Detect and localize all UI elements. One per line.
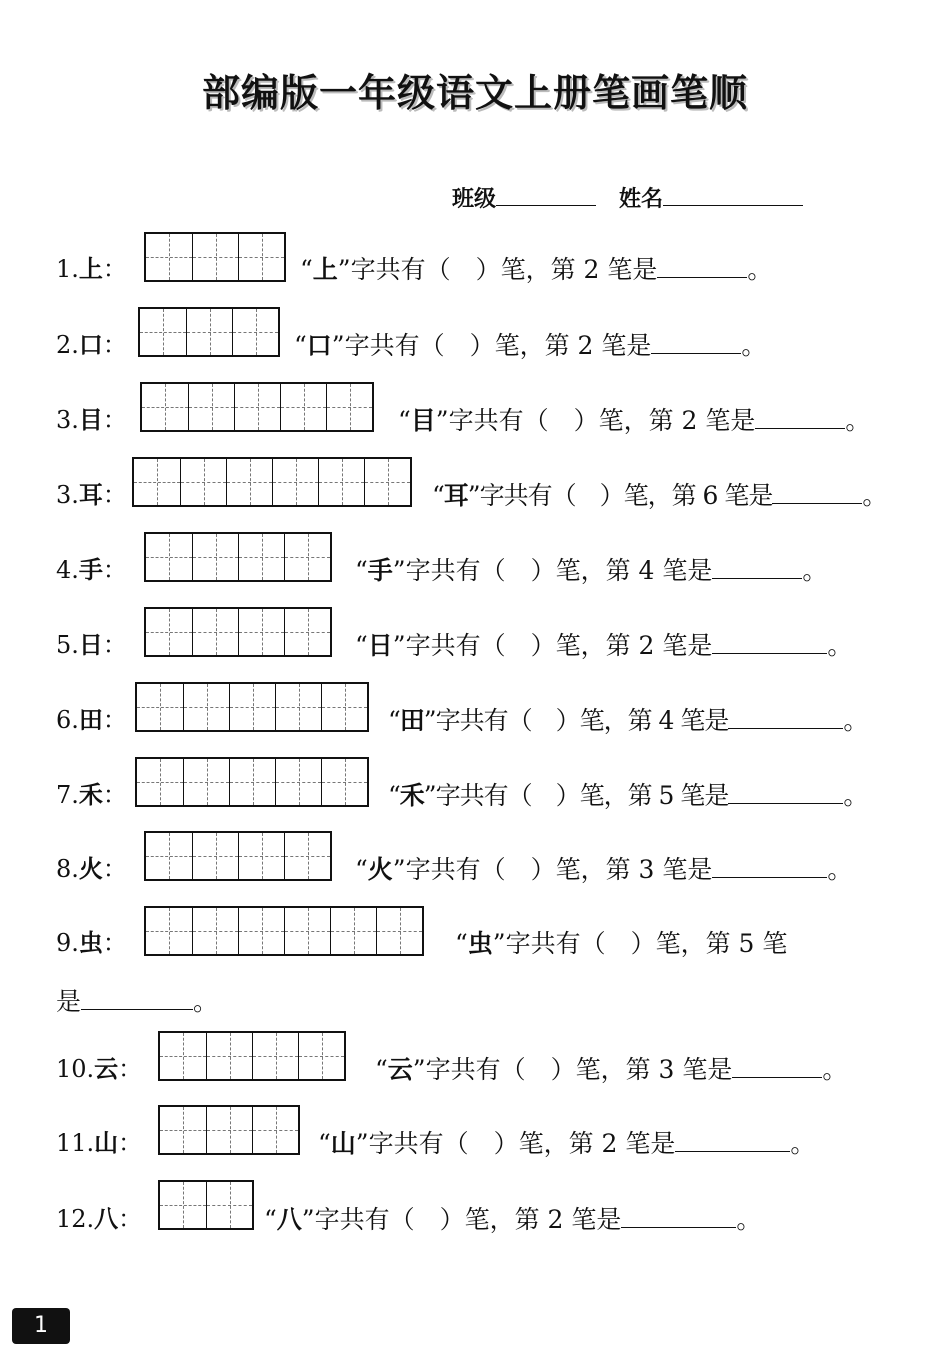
tian-grid-cell[interactable] — [192, 234, 238, 280]
item-label — [56, 325, 127, 360]
tian-grid-cell[interactable] — [192, 908, 238, 954]
quoted-char: 目 — [410, 406, 436, 435]
item-number: 3. — [56, 406, 79, 434]
tian-grid-cell[interactable] — [272, 459, 318, 505]
exercise-item — [0, 537, 950, 587]
answer-blank[interactable] — [772, 481, 862, 504]
stroke-index: 6 — [702, 481, 718, 510]
writing-grid — [132, 457, 412, 507]
exercise-item — [0, 687, 950, 737]
tian-grid-cell[interactable] — [284, 534, 330, 580]
question-text — [300, 250, 772, 286]
writing-grid — [144, 607, 332, 657]
question-mid: 字共有（ ）笔，第 — [425, 1055, 651, 1084]
close-quote: ” — [337, 255, 351, 284]
class-label: 班级 — [452, 187, 497, 212]
item-number: 6. — [56, 706, 79, 734]
open-quote: “ — [388, 781, 400, 810]
stroke-index: 2 — [583, 255, 600, 284]
stroke-index: 3 — [638, 855, 655, 884]
item-char: 禾 — [78, 781, 103, 809]
close-quote: ” — [492, 929, 506, 958]
item-char: 虫 — [78, 929, 103, 957]
item-label — [56, 1199, 142, 1234]
tian-grid-cell[interactable] — [206, 1033, 252, 1079]
question-text — [432, 476, 886, 512]
writing-grid — [135, 682, 369, 732]
period: 。 — [802, 556, 828, 585]
open-quote: “ — [432, 481, 444, 510]
item-number: 8. — [56, 855, 79, 883]
writing-grid — [140, 382, 374, 432]
close-quote: ” — [423, 706, 436, 735]
item-label — [56, 475, 127, 510]
tian-grid-cell[interactable] — [326, 384, 372, 430]
tian-grid-cell[interactable] — [229, 684, 275, 730]
tian-grid-cell[interactable] — [238, 534, 284, 580]
open-quote: “ — [318, 1129, 331, 1158]
writing-grid — [144, 532, 332, 582]
tian-grid-cell[interactable] — [252, 1107, 298, 1153]
question-text — [355, 551, 827, 587]
tian-grid-cell[interactable] — [318, 459, 364, 505]
tian-grid-cell[interactable] — [186, 309, 232, 355]
tian-grid-cell[interactable] — [321, 684, 367, 730]
period: 。 — [747, 255, 773, 284]
stroke-index: 2 — [638, 631, 655, 660]
question-mid: 字共有（ ）笔，第 — [350, 255, 576, 284]
tian-grid-cell[interactable] — [183, 759, 229, 805]
quoted-char: 耳 — [443, 481, 468, 510]
question-end: 笔是 — [682, 1055, 733, 1084]
stroke-index: 4 — [658, 706, 674, 735]
exercise-item — [0, 236, 950, 286]
item-char: 上 — [78, 255, 103, 283]
period: 。 — [845, 406, 871, 435]
item-char: 口 — [78, 331, 103, 359]
item-colon: ： — [102, 855, 127, 883]
answer-blank[interactable] — [728, 781, 843, 804]
item-colon: ： — [102, 331, 127, 359]
question-end: 笔是 — [607, 255, 658, 284]
tian-grid-cell[interactable] — [160, 1107, 206, 1153]
question-text — [294, 326, 766, 362]
stroke-index: 2 — [601, 1129, 618, 1158]
item-number: 11. — [56, 1129, 95, 1157]
stroke-index: 3 — [658, 1055, 675, 1084]
stroke-index: 5 — [738, 929, 755, 958]
question-mid: 字共有（ ）笔，第 — [505, 929, 731, 958]
item-colon: ： — [118, 1129, 143, 1157]
period: 。 — [822, 1055, 848, 1084]
period: 。 — [741, 331, 767, 360]
item-number: 2. — [56, 331, 79, 359]
close-quote: ” — [331, 331, 345, 360]
open-quote: “ — [398, 406, 411, 435]
tian-grid-cell[interactable] — [160, 1033, 206, 1079]
writing-grid — [138, 307, 280, 357]
tian-grid-cell[interactable] — [232, 309, 278, 355]
tian-grid-cell[interactable] — [364, 459, 410, 505]
question-text — [318, 1124, 815, 1160]
exercise-item — [0, 387, 950, 437]
open-quote: “ — [355, 556, 368, 585]
answer-blank[interactable] — [712, 631, 827, 654]
period: 。 — [827, 855, 853, 884]
exercise-item — [0, 1036, 950, 1086]
tian-grid-cell[interactable] — [146, 833, 192, 879]
tian-grid-cell[interactable] — [238, 609, 284, 655]
question-text — [455, 924, 787, 960]
item-label — [56, 625, 127, 660]
item-colon: ： — [102, 481, 127, 509]
question-text — [355, 626, 852, 662]
question-end: 笔是 — [601, 331, 652, 360]
tian-grid-cell[interactable] — [226, 459, 272, 505]
question-text — [388, 701, 867, 737]
tian-grid-cell[interactable] — [188, 384, 234, 430]
tian-grid-cell[interactable] — [284, 833, 330, 879]
close-quote: ” — [412, 1055, 426, 1084]
answer-blank[interactable] — [712, 855, 827, 878]
item-char: 八 — [94, 1205, 119, 1233]
item-label — [56, 1049, 142, 1084]
quoted-char: 八 — [276, 1205, 302, 1234]
tian-grid-cell[interactable] — [238, 234, 284, 280]
question-end: 笔是 — [571, 1205, 622, 1234]
close-quote: ” — [392, 631, 406, 660]
item-label — [56, 550, 127, 585]
period: 。 — [790, 1129, 816, 1158]
quoted-char: 禾 — [399, 781, 424, 810]
tian-grid-cell[interactable] — [238, 908, 284, 954]
tian-grid-cell[interactable] — [160, 1182, 206, 1228]
period: 。 — [736, 1205, 762, 1234]
stroke-index: 5 — [658, 781, 674, 810]
question-end: 笔是 — [705, 406, 756, 435]
tian-grid-cell[interactable] — [137, 684, 183, 730]
name-label: 姓名 — [619, 187, 664, 212]
class-blank[interactable] — [496, 185, 596, 206]
page-number: 1 — [12, 1308, 70, 1344]
name-blank[interactable] — [663, 185, 803, 206]
question-end: 笔是 — [724, 481, 773, 510]
answer-blank[interactable] — [728, 706, 843, 729]
item-colon: ： — [102, 406, 127, 434]
answer-blank[interactable] — [675, 1129, 790, 1152]
answer-blank[interactable] — [712, 556, 802, 579]
item-char: 日 — [78, 631, 103, 659]
exercise-item — [0, 1186, 950, 1236]
tian-grid-cell[interactable] — [192, 833, 238, 879]
open-quote: “ — [300, 255, 313, 284]
item-label — [56, 249, 127, 284]
tian-grid-cell[interactable] — [252, 1033, 298, 1079]
exercise-item — [0, 762, 950, 812]
answer-blank[interactable] — [657, 255, 747, 278]
answer-blank[interactable] — [651, 331, 741, 354]
writing-grid — [158, 1031, 346, 1081]
quoted-char: 山 — [330, 1129, 356, 1158]
item-label — [56, 775, 127, 810]
question-mid: 字共有（ ）笔，第 — [448, 406, 674, 435]
tian-grid-cell[interactable] — [146, 908, 192, 954]
tian-grid-cell[interactable] — [284, 609, 330, 655]
stroke-index: 2 — [577, 331, 594, 360]
quoted-char: 日 — [367, 631, 393, 660]
question-mid: 字共有（ ）笔，第 — [368, 1129, 594, 1158]
tian-grid-cell[interactable] — [206, 1107, 252, 1153]
answer-blank[interactable] — [621, 1205, 736, 1228]
item-label — [56, 849, 127, 884]
item-colon: ： — [118, 1205, 143, 1233]
tian-grid-cell[interactable] — [192, 609, 238, 655]
item-number: 4. — [56, 556, 79, 584]
close-quote: ” — [392, 855, 406, 884]
writing-grid — [144, 831, 332, 881]
quoted-char: 上 — [312, 255, 338, 284]
item-char: 山 — [94, 1129, 119, 1157]
tian-grid-cell[interactable] — [275, 684, 321, 730]
question-mid: 字共有（ ）笔，第 — [344, 331, 570, 360]
item-colon: ： — [118, 1055, 143, 1083]
exercise-item — [0, 1110, 950, 1160]
close-quote: ” — [392, 556, 406, 585]
tian-grid-cell[interactable] — [192, 534, 238, 580]
stroke-index: 2 — [547, 1205, 564, 1234]
question-mid: 字共有（ ）笔，第 — [405, 855, 631, 884]
question-mid: 字共有（ ）笔，第 — [405, 631, 631, 660]
tian-grid-cell[interactable] — [234, 384, 280, 430]
tian-grid-cell[interactable] — [134, 459, 180, 505]
tian-grid-cell[interactable] — [275, 759, 321, 805]
item-number: 9. — [56, 929, 79, 957]
tian-grid-cell[interactable] — [142, 384, 188, 430]
question-text — [264, 1200, 761, 1236]
exercise-item — [0, 910, 950, 960]
item-colon: ： — [102, 631, 127, 659]
close-quote: ” — [355, 1129, 369, 1158]
close-quote: ” — [467, 481, 480, 510]
item-label — [56, 1123, 142, 1158]
question-text — [355, 850, 852, 886]
question-text — [398, 401, 870, 437]
item-char: 云 — [94, 1055, 119, 1083]
question-end: 笔是 — [662, 556, 713, 585]
quoted-char: 田 — [399, 706, 424, 735]
exercise-item — [0, 836, 950, 886]
question-mid: 字共有（ ）笔，第 — [405, 556, 631, 585]
exercise-item — [0, 312, 950, 362]
stroke-index: 2 — [681, 406, 698, 435]
item-char: 手 — [78, 556, 103, 584]
writing-grid — [158, 1180, 254, 1230]
quoted-char: 口 — [306, 331, 332, 360]
question-mid: 字共有（ ）笔，第 — [435, 706, 652, 735]
writing-grid — [135, 757, 369, 807]
quoted-char: 虫 — [467, 929, 493, 958]
close-quote: ” — [301, 1205, 315, 1234]
question-end: 笔是 — [625, 1129, 676, 1158]
item-number: 10. — [56, 1055, 95, 1083]
stroke-index: 4 — [638, 556, 655, 585]
item-label — [56, 400, 127, 435]
item-colon: ： — [102, 929, 127, 957]
tian-grid-cell[interactable] — [180, 459, 226, 505]
writing-grid — [144, 906, 424, 956]
open-quote: “ — [294, 331, 307, 360]
answer-blank[interactable] — [732, 1055, 822, 1078]
open-quote: “ — [455, 929, 468, 958]
tian-grid-cell[interactable] — [183, 684, 229, 730]
tian-grid-cell[interactable] — [321, 759, 367, 805]
tian-grid-cell[interactable] — [298, 1033, 344, 1079]
question-mid: 字共有（ ）笔，第 — [479, 481, 696, 510]
question-end: 笔是 — [680, 706, 729, 735]
question-end: 笔是 — [662, 855, 713, 884]
question-end: 笔是 — [662, 631, 713, 660]
tian-grid-cell[interactable] — [330, 908, 376, 954]
period: 。 — [843, 706, 868, 735]
item-number: 7. — [56, 781, 79, 809]
continuation-line — [56, 982, 218, 1018]
item-number: 12. — [56, 1205, 95, 1233]
item-label — [56, 923, 127, 958]
open-quote: “ — [355, 631, 368, 660]
item-label — [56, 700, 127, 735]
tian-grid-cell[interactable] — [376, 908, 422, 954]
open-quote: “ — [264, 1205, 277, 1234]
tian-grid-cell[interactable] — [137, 759, 183, 805]
item-number: 3. — [56, 481, 79, 509]
question-mid: 字共有（ ）笔，第 — [314, 1205, 540, 1234]
tian-grid-cell[interactable] — [146, 534, 192, 580]
question-mid: 字共有（ ）笔，第 — [435, 781, 652, 810]
open-quote: “ — [388, 706, 400, 735]
question-text — [375, 1050, 847, 1086]
tian-grid-cell[interactable] — [146, 234, 192, 280]
tian-grid-cell[interactable] — [238, 833, 284, 879]
writing-grid — [158, 1105, 300, 1155]
quoted-char: 火 — [367, 855, 393, 884]
writing-grid — [144, 232, 286, 282]
continuation-text: 是 — [56, 987, 82, 1016]
item-char: 火 — [78, 855, 103, 883]
period: 。 — [193, 987, 219, 1016]
item-colon: ： — [102, 706, 127, 734]
tian-grid-cell[interactable] — [146, 609, 192, 655]
item-char: 耳 — [78, 481, 103, 509]
tian-grid-cell[interactable] — [229, 759, 275, 805]
quoted-char: 云 — [387, 1055, 413, 1084]
answer-blank[interactable] — [81, 987, 193, 1010]
tian-grid-cell[interactable] — [206, 1182, 252, 1228]
open-quote: “ — [375, 1055, 388, 1084]
item-number: 5. — [56, 631, 79, 659]
item-colon: ： — [102, 556, 127, 584]
tian-grid-cell[interactable] — [140, 309, 186, 355]
item-number: 1. — [56, 255, 79, 283]
student-info — [452, 182, 803, 213]
question-text — [388, 776, 867, 812]
tian-grid-cell[interactable] — [284, 908, 330, 954]
open-quote: “ — [355, 855, 368, 884]
exercise-item — [0, 612, 950, 662]
answer-blank[interactable] — [755, 406, 845, 429]
period: 。 — [827, 631, 853, 660]
quoted-char: 手 — [367, 556, 393, 585]
tian-grid-cell[interactable] — [280, 384, 326, 430]
period: 。 — [843, 781, 868, 810]
question-end: 笔是 — [680, 781, 729, 810]
exercise-item — [0, 462, 950, 512]
item-char: 目 — [78, 406, 103, 434]
close-quote: ” — [423, 781, 436, 810]
question-end: 笔 — [762, 929, 788, 958]
item-colon: ： — [102, 255, 127, 283]
page-title: 部编版一年级语文上册笔画笔顺 — [201, 71, 748, 115]
period: 。 — [862, 481, 887, 510]
close-quote: ” — [435, 406, 449, 435]
item-colon: ： — [102, 781, 127, 809]
item-char: 田 — [78, 706, 103, 734]
